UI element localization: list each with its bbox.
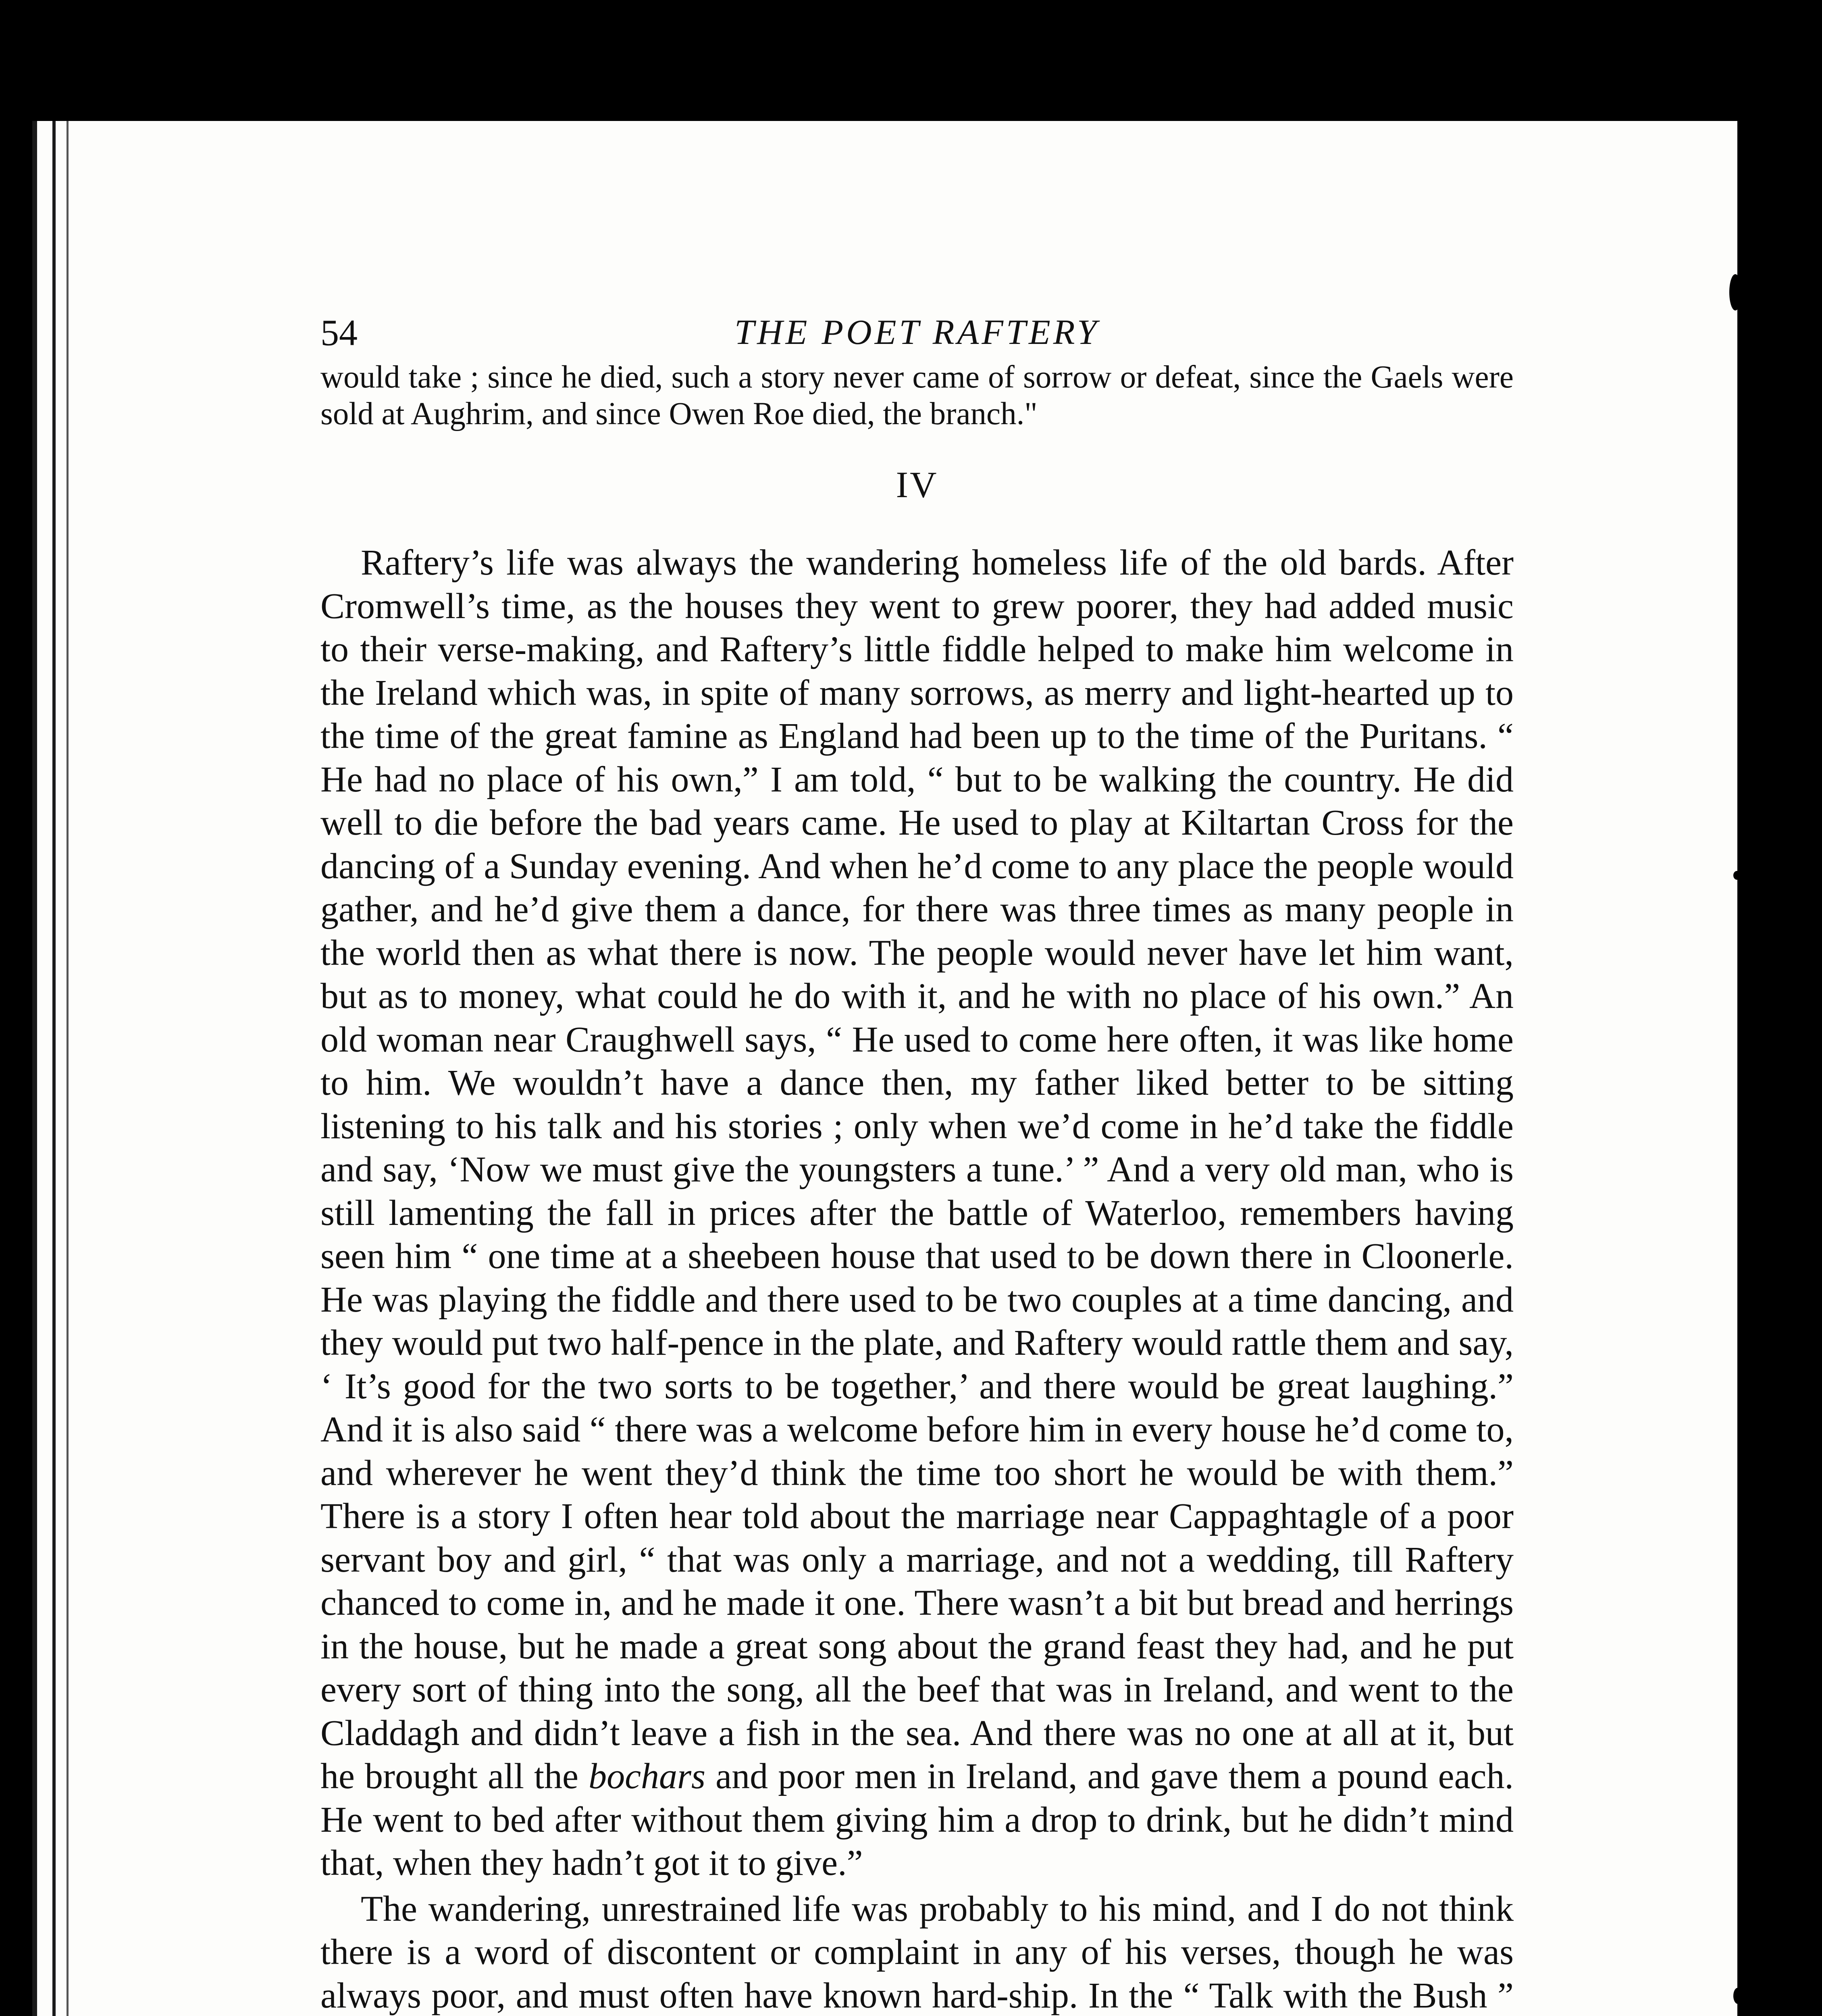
right-page-edge <box>1737 121 1822 2016</box>
italic-word: bochars <box>589 1756 706 1796</box>
section-heading: IV <box>896 464 938 505</box>
scan-speck <box>1733 871 1741 880</box>
binding-edge-line <box>52 121 56 2016</box>
scan-speck <box>818 97 823 113</box>
paragraph-text: Raftery’s life was always the wandering homeless life of the old bards. After Cromwell’s time, as the houses they went to grew poorer, they had added music to their verse-making, and Raftery’s little fiddle helped to make him welcome in the Ireland which was, in spite of many sorrows, as merry and light-hearted up to the time of the great famine as England had been up to the time of the Puritans. “ He had no place of his own,” I am told, “ but to be walking the country. He did well to die before the bad years came. He used to play at Kiltartan Cross for the dancing of a Sunday evening. And when he’d come to any place the people would gather, and he’d give them a dance, for there was three times as many people in the world then as what there is now. The people would never have let him want, but as to money, what could he do with it, and he with no place of his own.” An old woman near Craughwell says, “ He used to come here often, it was like home to him. We wouldn’t have a dance then, my father liked better to be sitting listening to his talk and his stories ; only when we’d come in he’d take the fiddle and say, ‘Now we must give the youngsters a tune.’ ” And a very old man, who is still lamenting the fall in prices after the battle of Waterloo, remembers having seen him “ one time at a sheebeen house that used to be down there in Cloonerle. He was playing the fiddle and there used to be two couples at a time dancing, and they would put two half-pence in the plate, and Raftery would rattle them and say, ‘ It’s good for the two sorts to be together,’ and there would be great laughing.” And it is also said “ there was a welcome before him in every house he’d come to, and wherever he went they’d think the time too short he would be with them.” There is a story I often hear told about the marriage near Cappaghtagle of a poor servant boy and girl, “ that was only a marriage, and not a wedding, till Raftery chanced to come in, and he made it one. There wasn’t a bit but bread and herrings in the house, but he made a great song about the grand feast they had, and he put every sort of thing into the song, all the beef that was in Ireland, and went to the Claddagh and didn’t leave a fish in the sea. And there was no one at all at it, but he brought all the <box>320 543 1514 1796</box>
paragraph-text: and poor men in Ireland, and gave them a pound each. He went to bed after without them giving him a drop to drink, but he didn’t mind that, when they hadn’t got it to give.” <box>320 1756 1514 1883</box>
continuation-paragraph: would take ; since he died, such a story never came of sorrow or defeat, since the Gaels were sold at Aughrim, and since Owen Roe died, the branch." <box>320 360 1514 431</box>
page-text-block <box>320 306 1514 2016</box>
running-title: THE POET RAFTERY <box>734 313 1100 352</box>
binding-edge-line <box>32 121 37 2016</box>
body-paragraph: The wandering, unrestrained life was probably to his mind, and I do not think there is a word of discontent or complaint in any of his verses, though he was always poor, and must often have known hard-ship. In the “ Talk with the Bush ” <box>320 1889 1514 2016</box>
page-header <box>320 306 1514 359</box>
scan-speck <box>1733 1988 1742 2004</box>
scan-speck <box>1729 274 1741 310</box>
page-number: 54 <box>320 312 358 353</box>
binding-edge-line <box>67 121 69 2016</box>
body-paragraph <box>320 541 1514 1885</box>
